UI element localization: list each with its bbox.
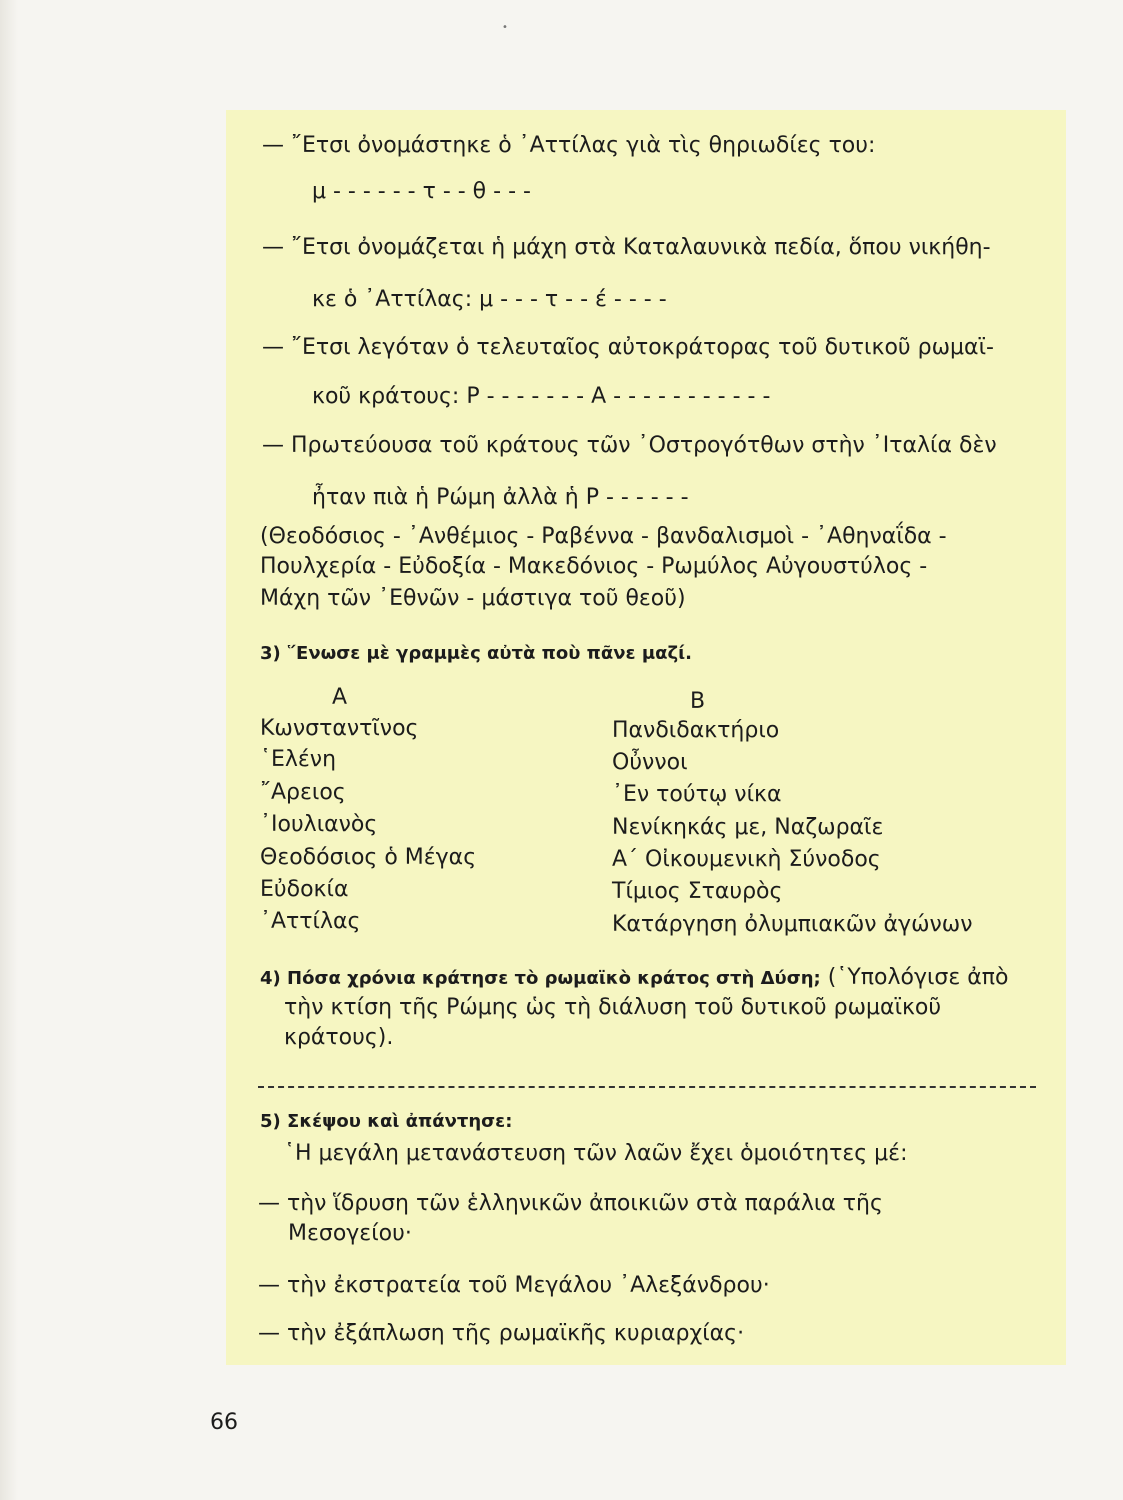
- q2-line-4: κε ὁ ᾿Αττίλας: μ - - - τ - - έ - - - -: [312, 287, 667, 312]
- q3-title: 3) ῞Ενωσε μὲ γραμμὲς αὐτὰ ποὺ πᾶνε μαζί.: [260, 643, 692, 664]
- q3-col-a-item: ᾿Ιουλιανὸς: [260, 812, 378, 837]
- word-bank-line-3: Μάχη τῶν ᾿Εθνῶν - μάστιγα τοῦ θεοῦ): [260, 586, 686, 611]
- print-speck: •: [502, 22, 508, 33]
- q5-option-2: — τὴν ἐκστρατεία τοῦ Μεγάλου ᾿Αλεξάνδρου·: [258, 1273, 770, 1298]
- q2-line-6: κοῦ κράτους: Ρ - - - - - - - Α - - - - - - - - - - -: [312, 384, 771, 409]
- q3-col-a-item: ῎Αρειος: [260, 780, 346, 805]
- q3-col-b-item: Α΄ Οἰκουμενικὴ Σύνοδος: [612, 847, 881, 872]
- q3-col-a-item: ᾿Αττίλας: [260, 909, 361, 934]
- q2-line-7: — Πρωτεύουσα τοῦ κράτους τῶν ᾿Οστρογότθων στὴν ᾿Ιταλία δὲν: [262, 433, 997, 458]
- q5-option-1-cont: Μεσογείου·: [288, 1221, 412, 1246]
- q2-line-8: ἦταν πιὰ ἡ Ρώμη ἀλλὰ ἡ Ρ - - - - - -: [312, 485, 689, 510]
- word-bank-line-2: Πουλχερία - Εὐδοξία - Μακεδόνιος - Ρωμύλος Αὐγουστύλος -: [260, 554, 928, 579]
- page-number: 66: [210, 1410, 238, 1435]
- page-edge: [0, 0, 18, 1500]
- q2-line-2: μ - - - - - - τ - - θ - - -: [312, 179, 531, 204]
- q4-title: 4) Πόσα χρόνια κράτησε τὸ ρωμαϊκὸ κράτος στὴ Δύση;: [260, 968, 821, 989]
- q4-line-1: [260, 964, 1008, 993]
- q2-line-1: — ῎Ετσι ὀνομάστηκε ὁ ᾿Αττίλας γιὰ τὶς θηριωδίες του:: [262, 133, 876, 158]
- q3-col-b-item: Οὖννοι: [612, 750, 688, 775]
- answer-dashed-line: [258, 1086, 1036, 1088]
- q4-text-2: τὴν κτίση τῆς Ρώμης ὡς τὴ διάλυση τοῦ δυτικοῦ ρωμαϊκοῦ: [284, 995, 942, 1020]
- q3-col-b-item: Νενίκηκάς με, Ναζωραῖε: [612, 815, 884, 840]
- q3-col-b-item: Κατάργηση ὀλυμπιακῶν ἀγώνων: [612, 912, 973, 937]
- q2-line-5: — ῎Ετσι λεγόταν ὁ τελευταῖος αὐτοκράτορας τοῦ δυτικοῦ ρωμαϊ-: [262, 335, 994, 360]
- q5-title: 5) Σκέψου καὶ ἀπάντησε:: [260, 1111, 513, 1132]
- q3-col-b-item: Πανδιδακτήριο: [612, 718, 780, 743]
- q3-col-a-header: Α: [332, 685, 348, 710]
- q3-col-b-item: Τίμιος Σταυρὸς: [612, 879, 783, 904]
- q3-col-a-item: Εὐδοκία: [260, 877, 349, 902]
- q4-text-1: (῾Υπολόγισε ἀπὸ: [827, 965, 1009, 990]
- word-bank-line-1: (Θεοδόσιος - ᾿Ανθέμιος - Ραβέννα - βανδαλισμοὶ - ᾿Αθηναΐδα -: [260, 524, 947, 549]
- q3-col-a-item: Κωνσταντῖνος: [260, 716, 419, 741]
- q2-line-3: — ῎Ετσι ὀνομάζεται ἡ μάχη στὰ Καταλαυνικὰ πεδία, ὅπου νικήθη-: [262, 235, 991, 260]
- q3-col-b-item: ᾿Εν τούτῳ νίκα: [612, 782, 782, 807]
- q3-col-b-header: Β: [690, 689, 706, 714]
- q4-text-3: κράτους).: [284, 1025, 394, 1050]
- q3-col-a-item: Θεοδόσιος ὁ Μέγας: [260, 845, 477, 870]
- q5-option-3: — τὴν ἐξάπλωση τῆς ρωμαϊκῆς κυριαρχίας·: [258, 1321, 745, 1346]
- q5-option-1: — τὴν ἵδρυση τῶν ἑλληνικῶν ἀποικιῶν στὰ παράλια τῆς: [258, 1191, 883, 1216]
- q5-intro: ῾Η μεγάλη μετανάστευση τῶν λαῶν ἔχει ὁμοιότητες μέ:: [284, 1141, 908, 1166]
- q3-col-a-item: ῾Ελένη: [260, 747, 337, 772]
